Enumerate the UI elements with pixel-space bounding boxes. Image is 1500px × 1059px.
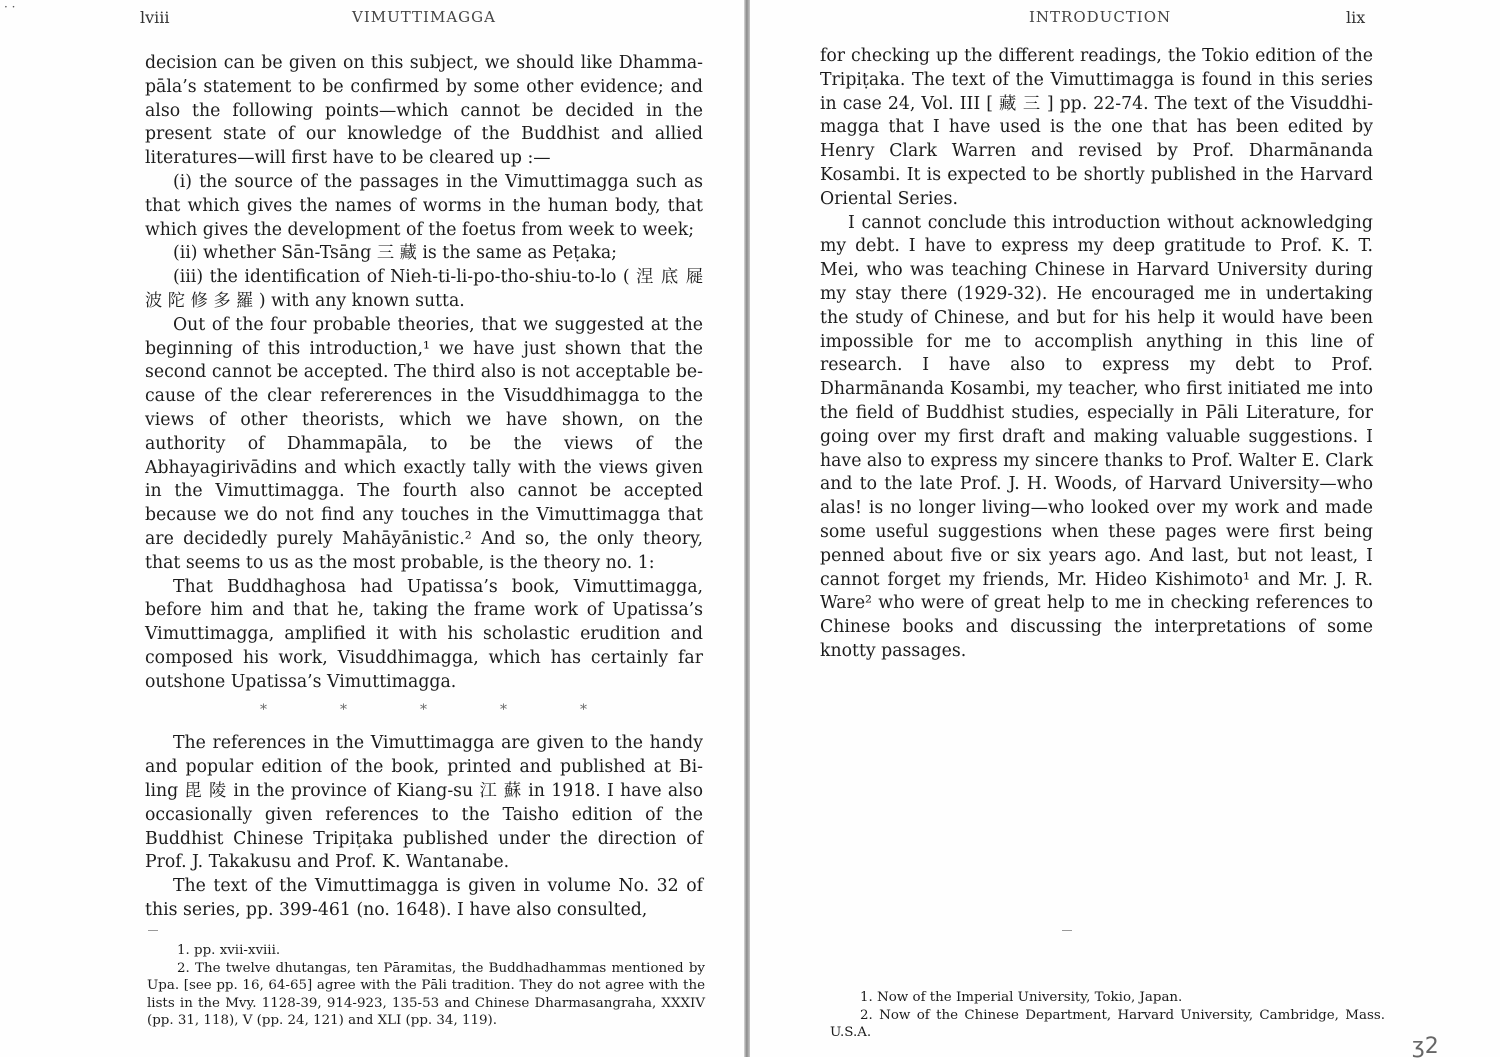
right-footnotes [830,989,1385,1042]
right-page [750,0,1500,1057]
right-running-head: INTRODUCTION [1029,8,1172,26]
handwritten-mark: ʒ2 [1412,1034,1439,1059]
paragraph: for checking up the different readings, the Tokio edition of the Tripiṭaka. The text of the Vimuttimagga is found in this series in case 24, Vol. III [ 藏 三 ] pp. 22-74. The text of the Visuddhimagga that I have used is the one that has been edited by Henry Clark Warren and revised by Prof. Dharmānanda Kosambi. It is expected to be shortly published in the Harvard Oriental Series. [820,46,1373,209]
left-page [0,0,744,1057]
paragraph: (i) the source of the passages in the Vimuttimagga such as that which gives the names of worms in the human body, that which gives the development of the foetus from week to week; [145,171,703,240]
paragraph: Out of the four probable theories, that we suggested at the beginning of this introduction,¹ we have just shown that the second cannot be accepted. The third also is not acceptable because of the clear refererences in the Visuddhimagga to the views of other theorists, which we have shown, on the authority of Dhammapāla, to be the views of the Abhayagirivādins and which exactly tally with the views given in the Vimuttimagga. The fourth also cannot be accepted because we do not find any touches in the Vimuttimagga that are decidedly purely Mahāyānistic.² And so, the only theory, that seems to us as the most probable, is the theory no. 1: [145,314,703,573]
left-page-number: lviii [140,8,170,27]
footnote-rule [148,930,158,931]
paragraph: The references in the Vimuttimagga are given to the handy and popular edition of the book, printed and published at Bi-ling 毘 陵 in the province of Kiang-su 江 蘇 in 1918. I have also occasionally given references to the Taisho edition of the Buddhist Chinese Tripiṭaka published under the direction of Prof. J. Takakusu and Prof. K. Wantanabe. [145,733,703,873]
left-footnotes [147,942,705,1030]
footnote: 2. Now of the Chinese Department, Harvard University, Cambridge, Mass. U.S.A. [830,1007,1385,1041]
footnote: 1. pp. xvii-xviii. [177,943,281,958]
footnote: 1. Now of the Imperial University, Tokio, Japan. [860,990,1183,1005]
footnote-rule [1062,930,1072,931]
left-body-text [145,52,703,923]
paragraph: I cannot conclude this introduction without acknowledging my debt. I have to express my deep gratitude to Prof. K. T. Mei, who was teaching Chinese in Harvard University during my stay there (1929-32). He encouraged me in undertaking the study of Chinese, and but for his help it would have been impossible for me to accomplish anything in this line of research. I have also to express my debt to Prof. Dharmānanda Kosambi, my teacher, who first initiated me into the field of Buddhist studies, especially in Pāli Literature, for going over my first draft and making valuable suggestions. I have also to express my sincere thanks to Prof. Walter E. Clark and to the late Prof. J. H. Woods, of Harvard University—who alas! is no longer living—who looked over my work and made some useful suggestions when these pages were first being penned about five or six years ago. And last, but not least, I cannot forget my friends, Mr. Hideo Kishimoto¹ and Mr. J. R. Ware² who were of great help to me in checking references to Chinese books and discussing the interpretations of some knotty passages. [820,212,1373,661]
paragraph: decision can be given on this subject, we should like Dhammapāla’s statement to be confirmed by some other evidence; and also the following points—which cannot be decided in the present state of our knowledge of the Buddhist and allied literatures—will first have to be cleared up :— [145,53,703,169]
right-page-number: lix [1346,8,1366,27]
paragraph: (iii) the identification of Nieh-ti-li-po-tho-shiu-to-lo ( 涅 底 屣 波 陀 修 多 羅 ) with any known sutta. [145,267,703,311]
left-running-head: VIMUTTIMAGGA [352,8,496,26]
paragraph: The text of the Vimuttimagga is given in volume No. 32 of this series, pp. 399-461 (no. 1648). I have also consulted, [145,876,703,920]
section-break-stars: * * * * * [260,701,587,718]
paragraph: (ii) whether Sān-Tsāng 三 藏 is the same as Peṭaka; [173,243,617,264]
right-body-text [820,45,1373,664]
scan-speck: · · [4,0,16,14]
footnote: 2. The twelve dhutangas, ten Pāramitas, the Buddhadhammas mentioned by Upa. [see pp. 16, 64-65] agree with the Pāli tradition. They do not agree with the lists in the Mvy. 1128-39, 914-923, 135-53 and Chinese Dharmasangraha, XXXIV (pp. 31, 118), V (pp. 24, 121) and XLI (pp. 34, 119). [147,960,705,1029]
paragraph: That Buddhaghosa had Upatissa’s book, Vimuttimagga, before him and that he, taking the frame work of Upatissa’s Vimuttimagga, amplified it with his scholastic erudition and composed his work, Visuddhimagga, which has certainly far outshone Upatissa’s Vimuttimagga. [145,576,703,692]
